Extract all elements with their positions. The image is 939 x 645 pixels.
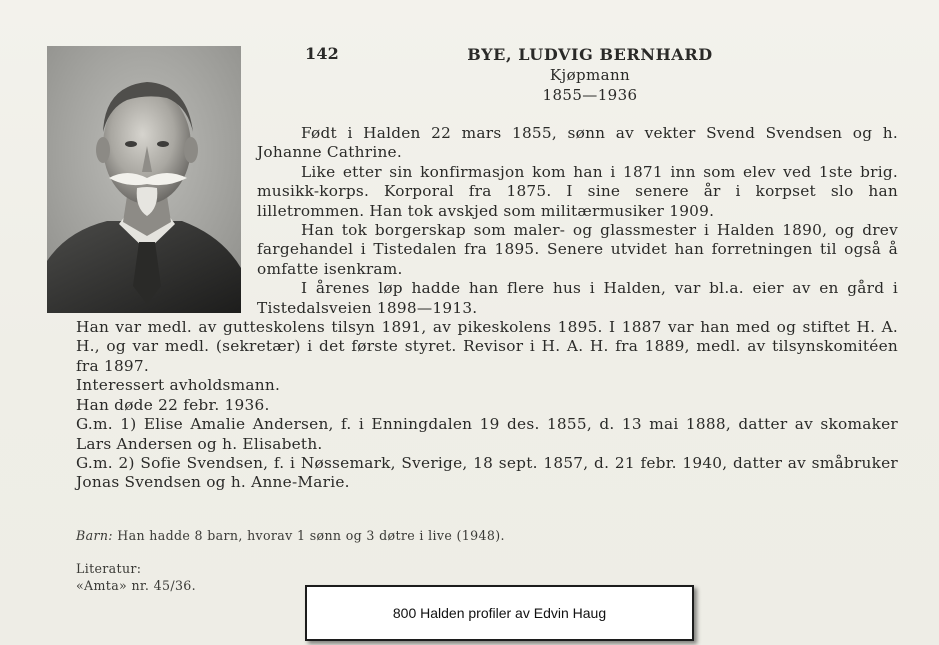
paragraph-marriage-2: G.m. 2) Sofie Svendsen, f. i Nøssemark, Sverige, 18 sept. 1857, d. 21 febr. 1940, datter av småbruker Jonas Svendsen og h. Anne-Marie. — [76, 453, 898, 492]
paragraph-business: Han tok borgerskap som maler- og glassmester i Halden 1890, og drev fargehandel i Tistedalen fra 1895. Senere utvidet han forretningen til også å omfatte isenkram. — [257, 221, 898, 278]
life-years: 1855—1936 — [542, 86, 638, 104]
children-note — [76, 528, 505, 543]
paragraph-property: I årenes løp hadde han flere hus i Halden, var bl.a. eier av en gård i Tistedalsveien 1898—1913. — [257, 279, 898, 317]
source-caption-box — [305, 585, 694, 641]
paragraph-marriage-1: G.m. 1) Elise Amalie Andersen, f. i Enningdalen 19 des. 1855, d. 13 mai 1888, datter av skomaker Lars Andersen og h. Elisabeth. — [76, 415, 898, 453]
children-label: Barn: — [76, 528, 113, 543]
entry-heading — [465, 44, 715, 105]
children-text: Han hadde 8 barn, hvorav 1 sønn og 3 døtre i live (1948). — [117, 528, 505, 543]
biography-text — [76, 124, 898, 493]
page-number: 142 — [305, 44, 339, 63]
paragraph-music-corps: Like etter sin konfirmasjon kom han i 1871 inn som elev ved 1ste brig. musikk-korps. Korporal fra 1875. I sine senere år i korpset slo han lilletrommen. Han tok avskjed som militærmusiker 1909. — [257, 162, 898, 220]
occupation: Kjøpmann — [549, 66, 631, 84]
person-name: BYE, LUDVIG BERNHARD — [467, 45, 713, 64]
paragraph-death: Han døde 22 febr. 1936. — [76, 395, 270, 414]
literature-label: Literatur: — [76, 561, 142, 576]
literature-reference: «Amta» nr. 45/36. — [76, 578, 197, 593]
paragraph-birth: Født i Halden 22 mars 1855, sønn av vekter Svend Svendsen og h. Johanne Cathrine. — [257, 124, 898, 162]
paragraph-boards: Han var medl. av gutteskolens tilsyn 1891, av pikeskolens 1895. I 1887 var han med og stiftet H. A. H., og var medl. (sekretær) i det første styret. Revisor i H. A. H. fra 1889, medl. av tilsynskomitéen fra 1897. — [76, 318, 898, 375]
literature-note — [76, 560, 196, 594]
paragraph-interest: Interessert avholdsmann. — [76, 376, 281, 395]
source-caption-text: 800 Halden profiler av Edvin Haug — [392, 605, 607, 621]
